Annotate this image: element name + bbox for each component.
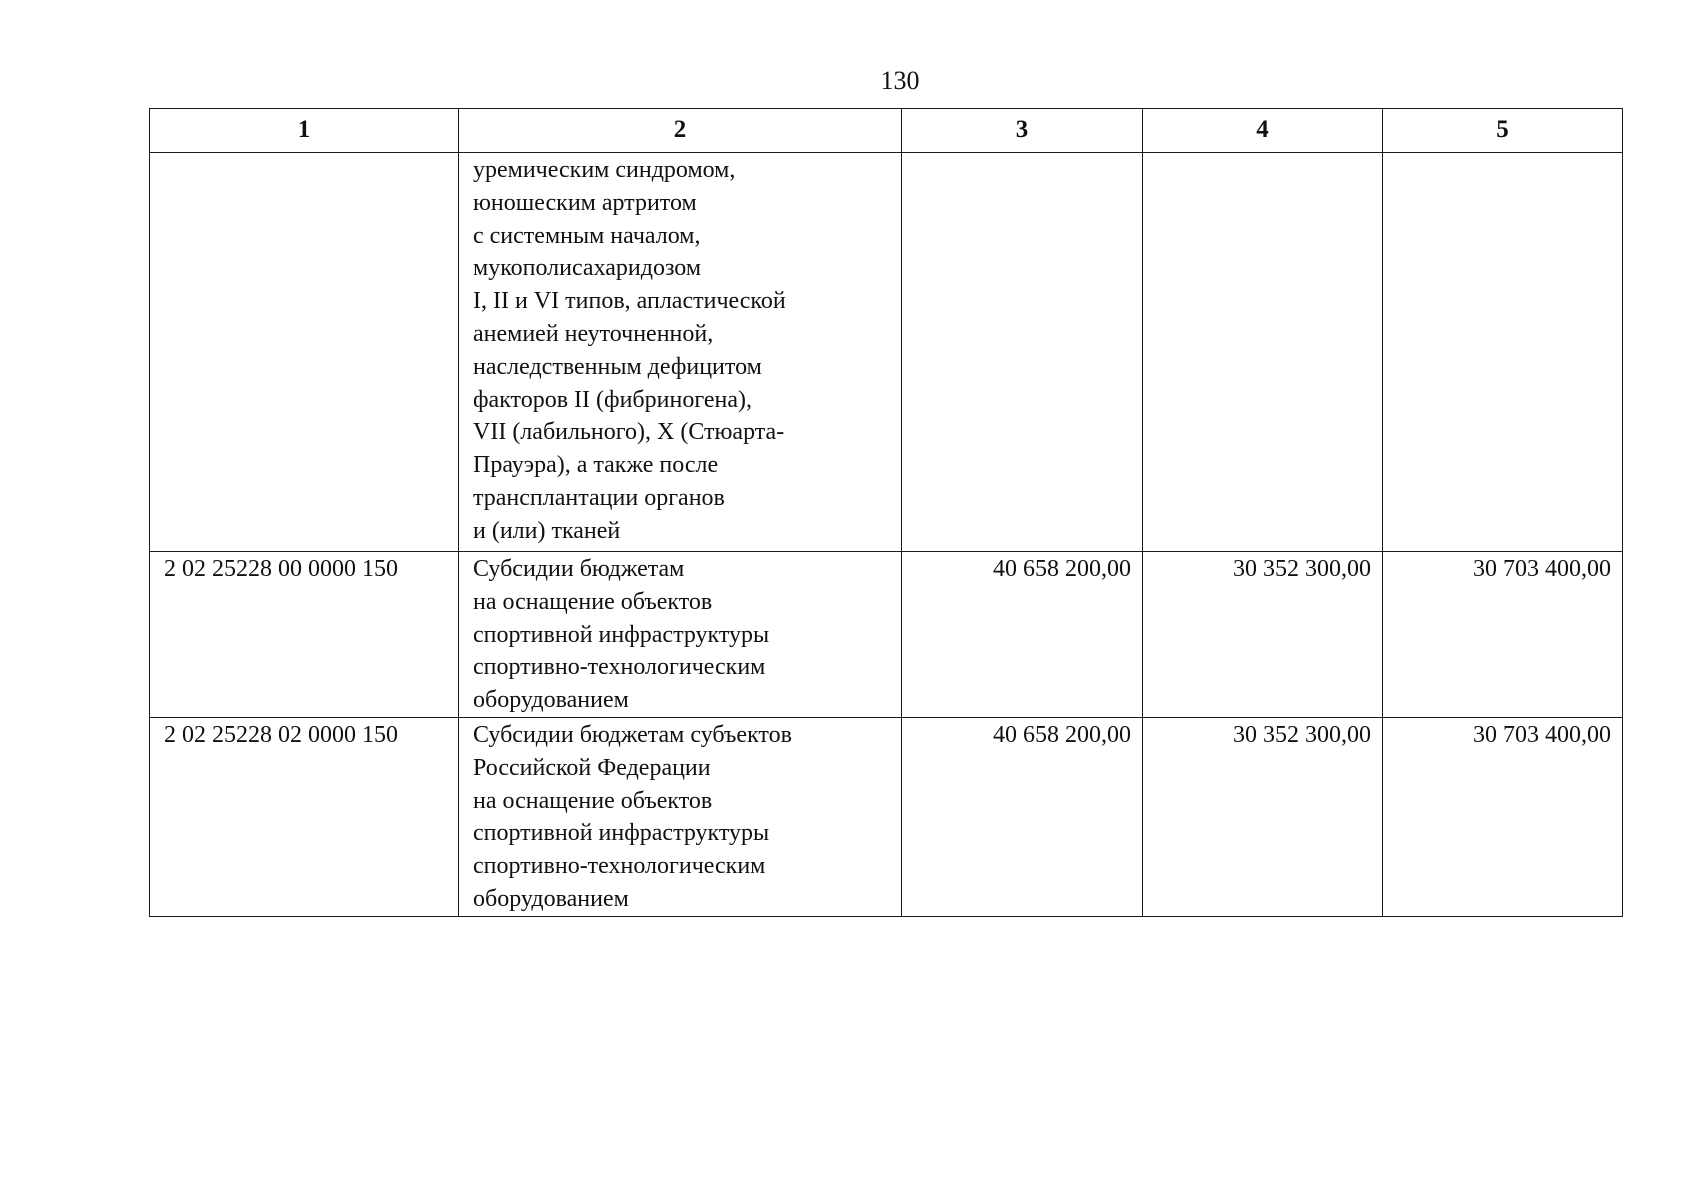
- value-cell-col-5: 30 703 400,00: [1383, 552, 1623, 718]
- value-cell-col-4: [1143, 153, 1383, 552]
- description-cell: [459, 552, 902, 718]
- code-cell: [150, 153, 459, 552]
- code-cell: 2 02 25228 02 0000 150: [150, 717, 459, 916]
- value-cell-col-4: 30 352 300,00: [1143, 552, 1383, 718]
- description-line: I, II и VI типов, апластической: [473, 288, 786, 315]
- header-col-2: 2: [459, 109, 902, 153]
- description-line: Субсидии бюджетам: [473, 556, 685, 582]
- header-col-5: 5: [1383, 109, 1623, 153]
- description-line: Субсидии бюджетам субъектов: [473, 721, 792, 748]
- table-row-continuation: [150, 153, 1623, 552]
- description-line: факторов II (фибриногена),: [473, 386, 752, 413]
- description-line: оборудованием: [473, 885, 629, 912]
- description-line: наследственным дефицитом: [473, 353, 762, 380]
- value-cell-col-5: 30 703 400,00: [1383, 717, 1623, 916]
- header-col-3: 3: [902, 109, 1143, 153]
- header-col-1: 1: [150, 109, 459, 153]
- table-row: [150, 552, 1623, 718]
- description-line: Прауэра), а также после: [473, 452, 719, 479]
- description-cell: [459, 153, 902, 552]
- description-line: с системным началом,: [473, 222, 701, 249]
- description-line: спортивно-технологическим: [473, 853, 766, 880]
- description-line: оборудованием: [473, 687, 629, 714]
- value-cell-col-4: 30 352 300,00: [1143, 717, 1383, 916]
- page-number: 130: [880, 66, 920, 95]
- description-line: спортивно-технологическим: [473, 654, 766, 681]
- description-line: мукополисахаридозом: [473, 255, 702, 282]
- description-line: уремическим синдромом,: [473, 157, 736, 183]
- description-line: спортивной инфраструктуры: [473, 621, 770, 648]
- description-line: на оснащение объектов: [473, 787, 713, 814]
- description-line: Российской Федерации: [473, 754, 711, 781]
- value-cell-col-3: 40 658 200,00: [902, 552, 1143, 718]
- code-cell: 2 02 25228 00 0000 150: [150, 552, 459, 718]
- description-line: трансплантации органов: [473, 484, 725, 511]
- budget-table: [149, 108, 1623, 917]
- value-cell-col-3: 40 658 200,00: [902, 717, 1143, 916]
- description-line: на оснащение объектов: [473, 588, 713, 615]
- description-line: спортивной инфраструктуры: [473, 820, 770, 847]
- description-line: VII (лабильного), X (Стюарта-: [473, 419, 785, 446]
- header-col-4: 4: [1143, 109, 1383, 153]
- description-cell: [459, 717, 902, 916]
- description-line: и (или) тканей: [473, 517, 621, 544]
- description-line: юношеским артритом: [473, 189, 697, 216]
- description-line: анемией неуточненной,: [473, 320, 714, 347]
- table-header-row: [150, 109, 1623, 153]
- value-cell-col-5: [1383, 153, 1623, 552]
- value-cell-col-3: [902, 153, 1143, 552]
- table-row: [150, 717, 1623, 916]
